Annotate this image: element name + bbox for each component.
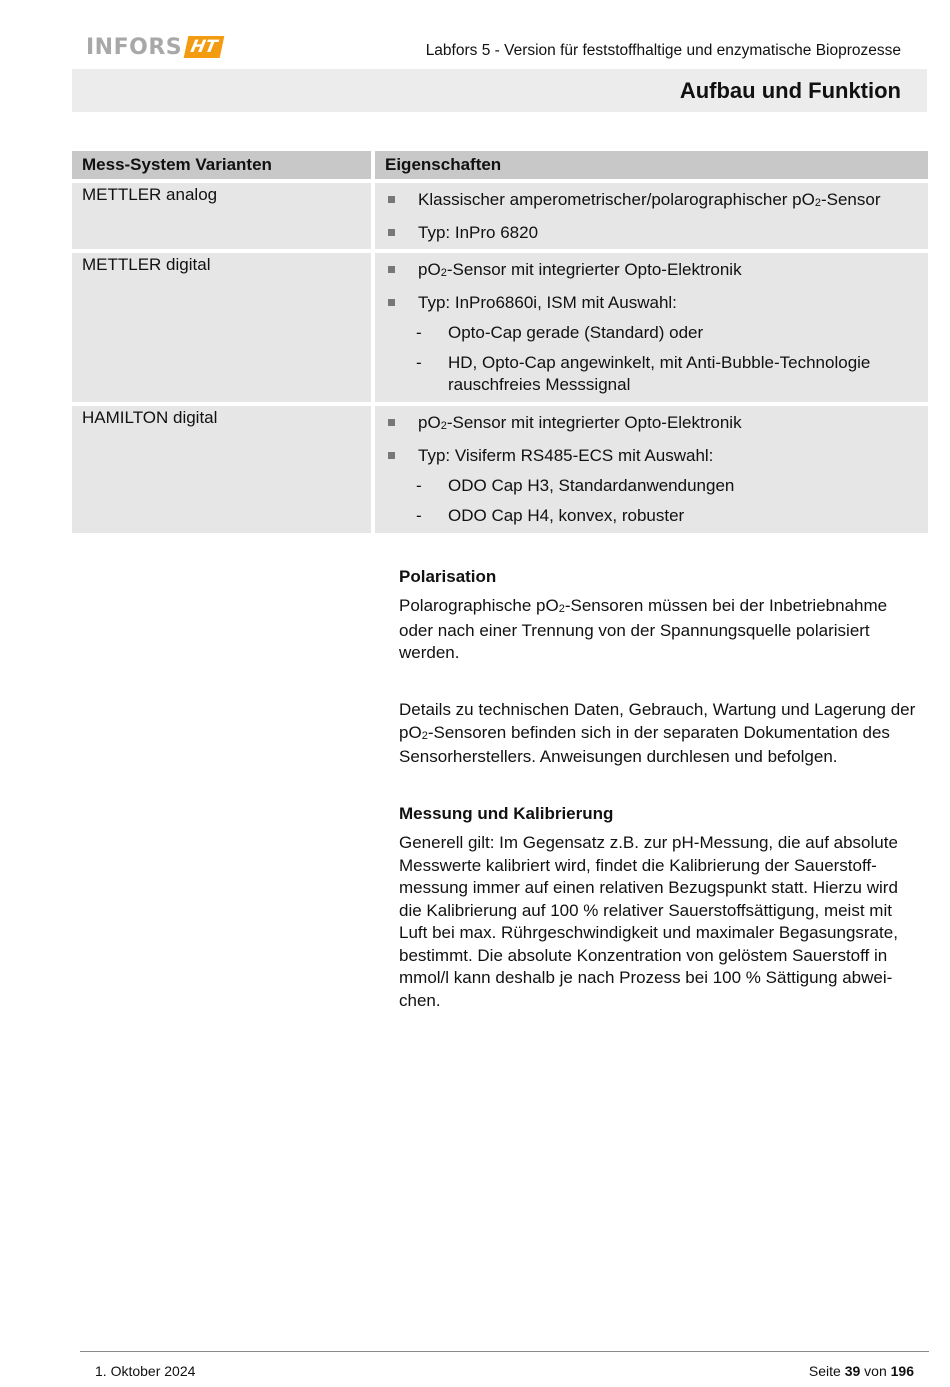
- logo-badge: HT: [184, 36, 225, 58]
- messung-heading: Messung und Kalibrierung: [399, 804, 614, 823]
- bullet-square-icon: [388, 266, 395, 273]
- bullet-item: $pO_2$-Sensor mit integrierter Opto-Elektronik: [385, 259, 920, 283]
- bullet-square-icon: [388, 299, 395, 306]
- section-header-bar: [72, 69, 927, 112]
- table-header-row: [72, 151, 928, 179]
- bullet-item: $pO_2$-Sensor mit integrierter Opto-Elektronik: [385, 412, 920, 436]
- column-header-properties: Eigenschaften: [375, 151, 928, 179]
- dash-item: - Opto-Cap gerade (Standard) oder: [416, 323, 704, 342]
- variant-name: METTLER digital: [72, 249, 375, 402]
- bullet-item: Typ: InPro 6820: [385, 222, 920, 243]
- variant-name: HAMILTON digital: [72, 402, 375, 533]
- page-number: Seite 39 von 196: [808, 1363, 914, 1379]
- table-row: [72, 402, 928, 533]
- dash-item: - ODO Cap H4, konvex, robuster: [416, 506, 685, 525]
- logo-text: INFORS: [86, 34, 183, 60]
- bullet-item: Klassischer amperometrischer/polarographischer $pO_2$-Sensor: [385, 189, 920, 213]
- bullet-square-icon: [388, 452, 395, 459]
- sensor-variants-table: [72, 151, 928, 533]
- bullet-square-icon: [388, 419, 395, 426]
- bullet-square-icon: [388, 229, 395, 236]
- section-title: Aufbau und Funktion: [679, 78, 901, 103]
- details-section: [399, 699, 921, 769]
- variant-properties: [375, 402, 928, 533]
- dash-item: - HD, Opto-Cap angewinkelt, mit Anti-Bubble-Technologie rauschfreies Messsignal: [416, 353, 871, 394]
- details-paragraph: Details zu technischen Daten, Gebrauch, Wartung und Lagerung der $pO_2$-Sensoren befinden sich in der separaten Dokumentation des Sensorherstellers. Anweisungen durchlesen und befolgen.: [399, 700, 916, 766]
- variant-properties: [375, 179, 928, 249]
- bullet-square-icon: [388, 196, 395, 203]
- column-header-variants: Mess-System Varianten: [72, 151, 375, 179]
- polarisation-paragraph: Polarographische $pO_2$-Sensoren müssen bei der Inbetriebnahme oder nach einer Trennung von der Spannungsquelle polarisiert werden.: [399, 596, 888, 662]
- bullet-item: Typ: InPro6860i, ISM mit Auswahl:: [385, 292, 920, 313]
- footer-date: 1. Oktober 2024: [95, 1363, 196, 1379]
- variant-properties: [375, 249, 928, 402]
- bullet-item: Typ: Visiferm RS485-ECS mit Auswahl:: [385, 445, 920, 466]
- polarisation-section: [399, 566, 921, 665]
- messung-section: [399, 803, 921, 1012]
- polarisation-heading: Polarisation: [399, 567, 497, 586]
- dash-item: - ODO Cap H3, Standardanwendungen: [416, 476, 735, 495]
- infors-ht-logo: [86, 33, 222, 61]
- table-row: [72, 249, 928, 402]
- messung-paragraph: Generell gilt: Im Gegensatz z.B. zur pH-Messung, die auf absolute Messwerte kalibriert wird, findet die Kalibrierung der Sauerstoff-messung immer auf einen relativen Bezugspunkt statt. Hierzu wird die Kalibrierung auf 100 % relativer Sauerstoffsättigung, meist mit Luft bei max. Rührgeschwindigkeit und maximaler Begasungsrate, bestimmt. Die absolute Konzentration von gelöstem Sauerstoff in mmol/l kann deshalb je nach Prozess bei 100 % Sättigung abwei-chen.: [399, 833, 898, 1010]
- footer-divider: [80, 1351, 929, 1352]
- variant-name: METTLER analog: [72, 179, 375, 249]
- table-row: [72, 179, 928, 249]
- document-title: Labfors 5 - Version für feststoffhaltige und enzymatische Bioprozesse: [425, 42, 901, 59]
